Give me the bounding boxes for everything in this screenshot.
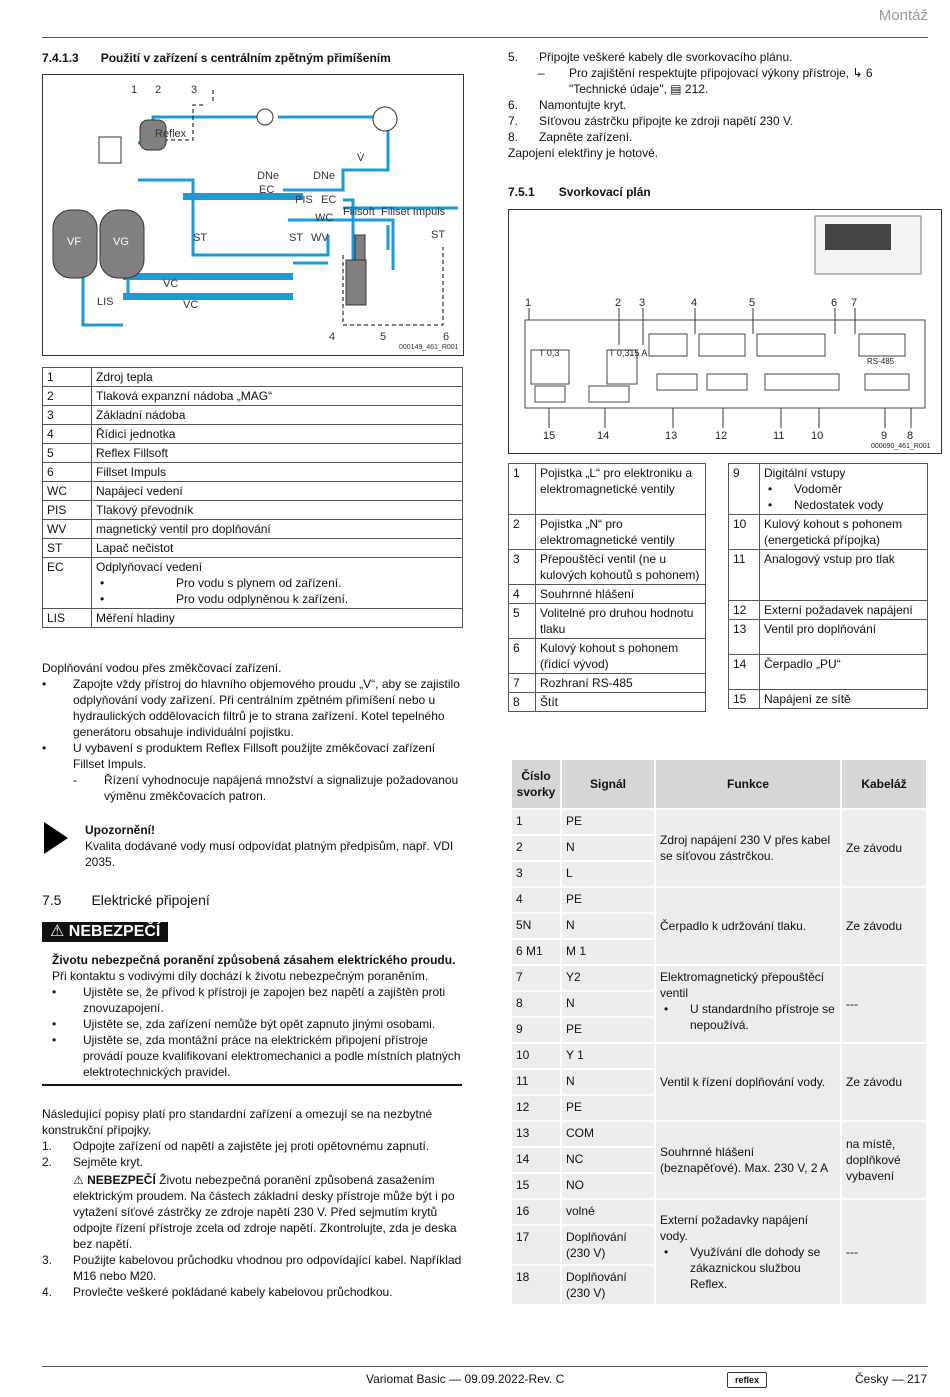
table-row: 1 Pojistka „L“ pro elektroniku a elektromagnetické ventily <box>509 464 706 515</box>
table-row: 15 NO <box>511 1173 927 1199</box>
footer-doc: Variomat Basic — 09.09.2022-Rev. C <box>366 1372 565 1386</box>
diag1-label-reflex: Reflex <box>155 128 187 140</box>
signal-table <box>510 758 928 1306</box>
table-row: 10 Y 1 Ventil k řízení doplňování vody. Ze závodu <box>511 1043 927 1069</box>
diag1-label-6: 6 <box>443 331 450 343</box>
hydraulic-diagram <box>42 74 464 356</box>
notice: Upozornění! Kvalita dodávané vody musí odpovídat platným předpisům, např. VDI 2035. <box>85 823 454 869</box>
hydraulic-diagram-svg <box>43 75 463 355</box>
table-row: 7 Rozhraní RS-485 <box>509 674 706 693</box>
table-row: PIS Tlakový převodník <box>43 501 463 520</box>
table-row: 17 Doplňování (230 V) <box>511 1225 927 1265</box>
diag2-top-2: 2 <box>615 297 622 309</box>
diag1-label-fillsoft: Fillsoft <box>343 206 375 218</box>
table-row: 16 volné Externí požadavky napájení vody. • Využívání dle dohody se zákaznickou službou Reflex. --- <box>511 1199 927 1225</box>
diag2-top-3: 3 <box>639 297 646 309</box>
diag2-bottom-11: 11 <box>773 430 785 442</box>
steps-left: Následující popisy platí pro standardní zařízení a omezují se na nezbytné konstrukční přípojky. 1. Odpojte zařízení od napětí a zajistěte jej proti opětovnému zapnutí. 2. Sejměte kryt. ⚠ NEBEZPEČÍ Životu nebezpečná poranění způsobená zasažením elektrickým proudem. Na částech základní desky přístroje může být i po vytažení síťové zástrčky ze zdroje napětí 230 V. Před sejmutím krytů odpojte řízení přístroje zcela od zdroje napětí. Zkontrolujte, zda je deska bez napětí. 3. Použijte kabelovou průchodku vhodnou pro odpovídající kabel. Například M16 nebo M20. 4. Provlečte veškeré pokládané kabely kabelovou průchodkou. <box>42 1107 462 1299</box>
diag1-label-5: 5 <box>380 331 387 343</box>
section-heading-751: 7.5.1 Svorkovací plán <box>508 185 651 199</box>
diag1-label-1: 1 <box>131 84 138 96</box>
diag1-label-vg: VG <box>113 236 129 248</box>
table-row: 4 Souhrnné hlášení <box>509 585 706 604</box>
legend-table-2-left <box>508 463 706 712</box>
diag2-top-7: 7 <box>851 297 858 309</box>
diag2-bottom-10: 10 <box>811 430 824 442</box>
table-row: 15 Napájení ze sítě <box>729 690 928 709</box>
table-row: 3 Základní nádoba <box>43 406 463 425</box>
legend-table-1 <box>42 367 463 628</box>
diag2-fuse-2: T 0,315 A <box>609 348 648 358</box>
diag1-label-vc-2: VC <box>183 299 199 311</box>
diag1-label-st-3: ST <box>431 229 446 241</box>
diag1-label-3: 3 <box>191 84 198 96</box>
table-row: WC Napájecí vedení <box>43 482 463 501</box>
diag1-label-wc: WC <box>315 212 334 224</box>
table-row: 13 COM Souhrnné hlášení (beznapěťové). Max. 230 V, 2 A na místě, doplňkové vybavení <box>511 1121 927 1147</box>
footer-page: Česky — 217 <box>855 1372 928 1386</box>
diag1-label-2: 2 <box>155 84 162 96</box>
table-row: EC Odplyňovací vedení • Pro vodu s plynem od zařízení. • Pro vodu odplyněnou k zařízení. <box>43 558 463 609</box>
terminal-diagram <box>508 209 942 454</box>
table-row: 2 Tlaková expanzní nádoba „MAG“ <box>43 387 463 406</box>
table-row: 6 M1 M 1 <box>511 939 927 965</box>
danger-rule <box>42 1084 462 1086</box>
table-row: ST Lapač nečistot <box>43 539 463 558</box>
table-row: 5 Volitelné pro druhou hodnotu tlaku <box>509 604 706 639</box>
diag1-label-ec-2: EC <box>321 194 337 206</box>
table-row: 3 L <box>511 861 927 887</box>
diag2-bottom-9: 9 <box>881 430 888 442</box>
steps-right: 5. Připojte veškeré kabely dle svorkovacího plánu. – Pro zajištění respektujte připojovací výkony přístroje, ↳ 6 "Technické údaje", ▤ 212. 6. Namontujte kryt. 7. Síťovou zástrčku připojte ke zdroji napětí 230 V. 8. Zapněte zařízení. Zapojení elektřiny je hotové. <box>508 50 873 160</box>
table-row: 18 Doplňování (230 V) <box>511 1265 927 1305</box>
table-row: 14 Čerpadlo „PU“ <box>729 655 928 690</box>
diag2-top-5: 5 <box>749 297 756 309</box>
warning-triangle-icon: ⚠ <box>50 923 65 940</box>
diag2-top-4: 4 <box>691 297 698 309</box>
table-row: 10 Kulový kohout s pohonem (energetická přípojka) <box>729 515 928 550</box>
table-row: LIS Měření hladiny <box>43 609 463 628</box>
diag2-bottom-15: 15 <box>543 430 556 442</box>
diag2-top-6: 6 <box>831 297 838 309</box>
danger-badge: ⚠ NEBEZPEČÍ <box>42 922 168 942</box>
diag2-code: 000090_461_R001 <box>871 443 931 450</box>
table-row: 12 PE <box>511 1095 927 1121</box>
refill-text: Doplňování vodou přes změkčovací zařízení. • Zapojte vždy přístroj do hlavního objemového proudu „V“, aby se zajistilo odplyňování vody zařízení. Při centrálním zpětném přimíšení nebo u hydraulických oddělovacích filtrů je to strana zařízení. Kotel tepelného generátoru obsahuje individuální pojistku. • U vybavení s produktem Reflex Fillsoft použijte změkčovací zařízení Fillset Impuls. - Řízení vyhodnocuje napájená množství a signalizuje požadovanou výměnu změkčovacích patron. <box>42 661 460 803</box>
diag1-code: 000149_461_R001 <box>399 344 459 351</box>
notice-arrow-icon <box>44 822 68 854</box>
table-header-row: Číslo svorky Signál Funkce Kabeláž <box>511 759 927 809</box>
table-row: 3 Přepouštěcí ventil (ne u kulových kohoutů s pohonem) <box>509 550 706 585</box>
table-row: 11 N <box>511 1069 927 1095</box>
diag2-fuse-1: T 0,3 <box>539 348 560 358</box>
table-row: 4 Řídicí jednotka <box>43 425 463 444</box>
section-heading-75: 7.5 Elektrické připojení <box>42 892 210 908</box>
reflex-logo: reflex <box>727 1372 767 1388</box>
table-row: 6 Fillset Impuls <box>43 463 463 482</box>
warning-triangle-icon: ⚠ <box>73 1173 84 1187</box>
diag1-label-st-2: ST <box>289 232 304 244</box>
table-row: 2 Pojistka „N“ pro elektromagnetické ventily <box>509 515 706 550</box>
diag2-bottom-13: 13 <box>665 430 678 442</box>
header-title: Montáž <box>878 7 928 24</box>
table-row: 9 PE <box>511 1017 927 1043</box>
diag2-bottom-14: 14 <box>597 430 610 442</box>
table-row: 7 Y2 Elektromagnetický přepouštěcí ventil • U standardního přístroje se nepoužívá. --- <box>511 965 927 991</box>
table-row: 2 N <box>511 835 927 861</box>
diag1-label-wv: WV <box>311 232 329 244</box>
diag1-label-dne-1: DNe <box>257 170 280 182</box>
table-row: 8 Štít <box>509 693 706 712</box>
table-row: 5N N <box>511 913 927 939</box>
diag1-label-fillset: Fillset Impuls <box>381 206 446 218</box>
table-row: 6 Kulový kohout s pohonem (řídicí vývod) <box>509 639 706 674</box>
diag1-label-vc-1: VC <box>163 278 179 290</box>
diag1-label-pis: PIS <box>295 194 313 206</box>
diag1-label-4: 4 <box>329 331 336 343</box>
footer-rule <box>42 1366 928 1367</box>
legend-table-2-right <box>728 463 928 709</box>
terminal-diagram-svg <box>509 210 941 453</box>
table-row: 11 Analogový vstup pro tlak <box>729 550 928 601</box>
diag1-label-dne-2: DNe <box>313 170 336 182</box>
table-row: 1 Zdroj tepla <box>43 368 463 387</box>
section-heading-7413: 7.4.1.3 Použití v zařízení s centrálním zpětným přimíšením <box>42 51 391 65</box>
diag1-label-v: V̇ <box>357 152 365 164</box>
diag2-top-1: 1 <box>525 297 532 309</box>
table-row: 12 Externí požadavek napájení <box>729 601 928 620</box>
diag1-label-lis: LIS <box>97 296 114 308</box>
table-row: 4 PE Čerpadlo k udržování tlaku. Ze závodu <box>511 887 927 913</box>
table-row: 1 PE Zdroj napájení 230 V přes kabel se síťovou zástrčkou. Ze závodu <box>511 809 927 835</box>
diag1-label-ec-1: EC <box>259 184 275 196</box>
table-row: 14 NC <box>511 1147 927 1173</box>
diag1-label-st-1: ST <box>193 232 208 244</box>
diag2-rs485: RS-485 <box>867 357 895 366</box>
diag1-label-vf: VF <box>67 236 82 248</box>
danger-block: Životu nebezpečná poranění způsobená zásahem elektrického proudu. Při kontaktu s vodivými díly dochází k životu nebezpečným poraněním. • Ujistěte se, že přívod k přístroji je zapojen bez napětí a zajištěn proti znovuzapojení. • Ujistěte se, zda zařízení nemůže být opět zapnuto jinými osobami. • Ujistěte se, zda montážní práce na elektrickém připojení přístroje provádí pouze kvalifikovaní elektromechanici a podle místních platných elektrotechnických pravidel. <box>52 953 461 1079</box>
table-row: 8 N <box>511 991 927 1017</box>
diag2-bottom-8: 8 <box>907 430 914 442</box>
header-rule <box>42 37 928 38</box>
table-row: WV magnetický ventil pro doplňování <box>43 520 463 539</box>
table-row: 9 Digitální vstupy • Vodoměr • Nedostatek vody <box>729 464 928 515</box>
table-row: 5 Reflex Fillsoft <box>43 444 463 463</box>
table-row: 13 Ventil pro doplňování <box>729 620 928 655</box>
diag2-bottom-12: 12 <box>715 430 728 442</box>
